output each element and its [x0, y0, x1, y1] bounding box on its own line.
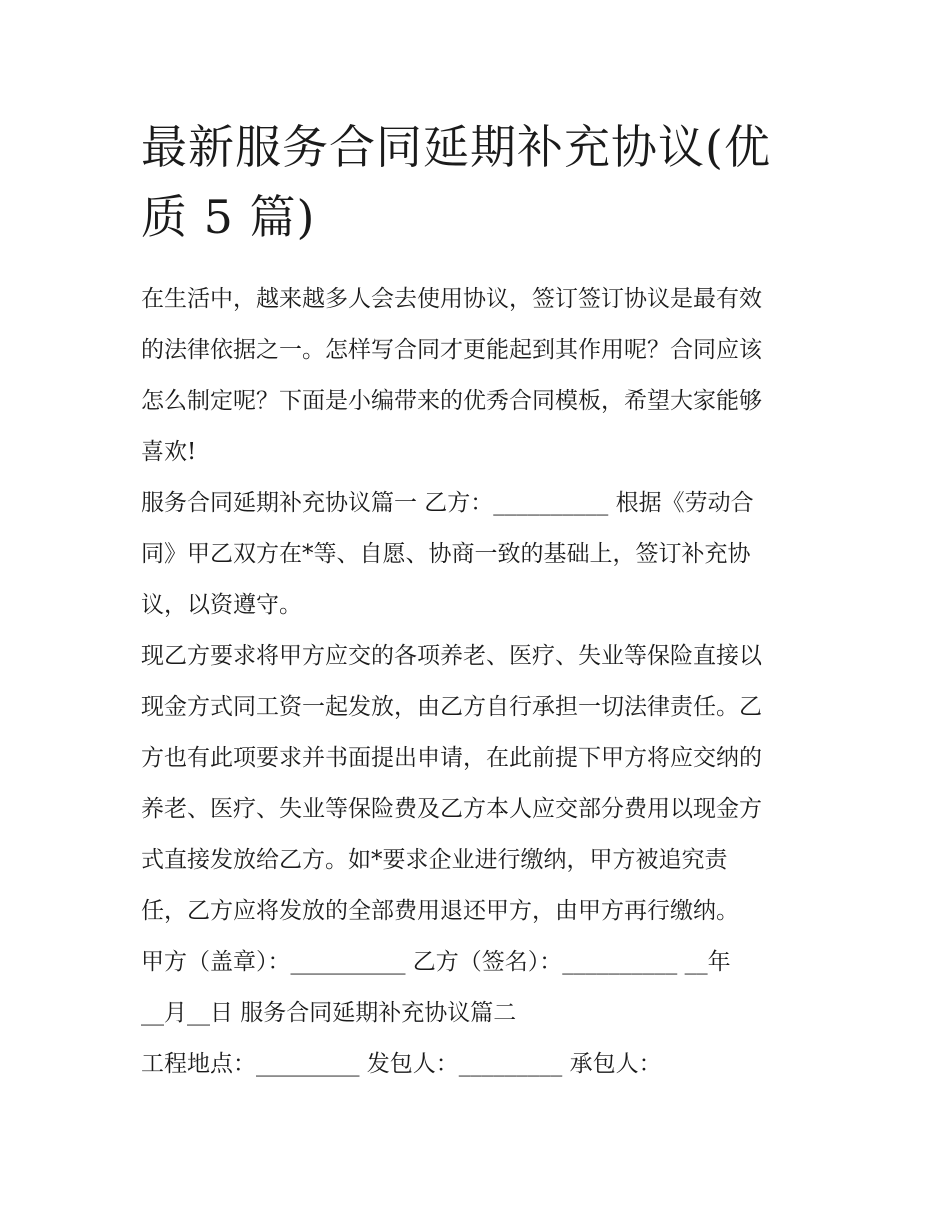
insurance-line: 任，乙方应将发放的全部费用退还甲方，由甲方再行缴纳。: [141, 898, 739, 924]
intro-line: 喜欢!: [141, 439, 197, 465]
intro-line: 怎么制定呢？下面是小编带来的优秀合同模板，希望大家能够: [141, 388, 762, 414]
document-title: [141, 112, 816, 252]
document-page: [141, 112, 816, 1090]
insurance-line: 式直接发放给乙方。如*要求企业进行缴纳，甲方被追究责: [141, 847, 728, 873]
signature-line: __月__日 服务合同延期补充协议篇二: [141, 1000, 517, 1026]
project-line: 工程地点：_________ 发包人：_________ 承包人：: [141, 1051, 662, 1077]
insurance-line: 现金方式同工资一起发放，由乙方自行承担一切法律责任。乙: [141, 694, 762, 720]
insurance-line: 养老、医疗、失业等保险费及乙方本人应交部分费用以现金方: [141, 796, 762, 822]
signature-paragraph: [141, 937, 816, 1039]
section-one-line: 服务合同延期补充协议篇一 乙方：__________ 根据《劳动合: [141, 490, 754, 516]
insurance-paragraph: [141, 631, 816, 937]
insurance-line: 方也有此项要求并书面提出申请，在此前提下甲方将应交纳的: [141, 745, 762, 771]
intro-line: 在生活中，越来越多人会去使用协议，签订签订协议是最有效: [141, 286, 762, 312]
project-paragraph: [141, 1039, 816, 1090]
section-one-paragraph: [141, 478, 816, 631]
insurance-line: 现乙方要求将甲方应交的各项养老、医疗、失业等保险直接以: [141, 643, 762, 669]
title-line-2: 质 5 篇): [141, 190, 316, 244]
section-one-line: 议，以资遵守。: [141, 592, 302, 618]
intro-line: 的法律依据之一。怎样写合同才更能起到其作用呢？合同应该: [141, 337, 762, 363]
intro-paragraph: [141, 274, 816, 478]
section-one-line: 同》甲乙双方在*等、自愿、协商一致的基础上，签订补充协: [141, 541, 751, 567]
title-line-1: 最新服务合同延期补充协议(优: [141, 120, 771, 174]
signature-line: 甲方（盖章）：__________ 乙方（签名）：__________ __年: [141, 949, 731, 975]
